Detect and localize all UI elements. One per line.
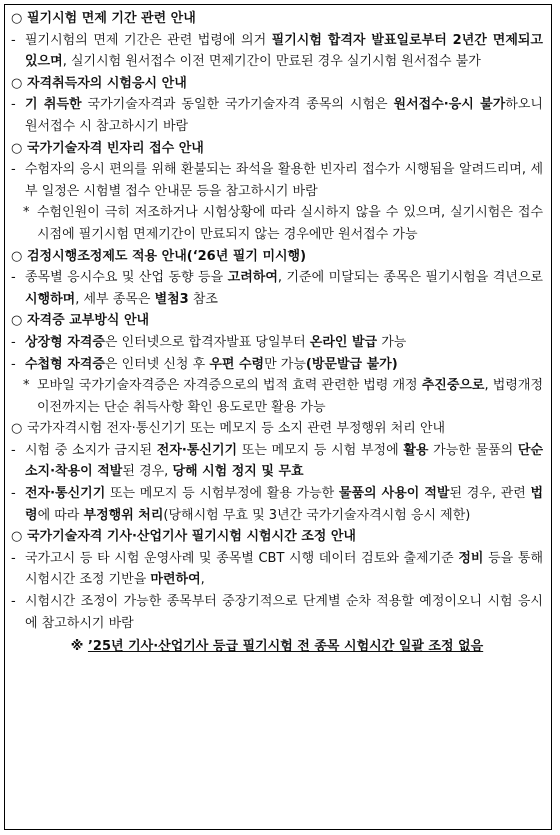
section-note: * 모바일 국가기술자격증은 자격증으로의 법적 효력 관련한 법령 개정 추진중으로, 법령개정 이전까지는 단순 취득사항 확인 용도로만 활용 가능 xyxy=(11,375,543,418)
notice-section xyxy=(11,526,543,634)
section-item: - 전자·통신기기 또는 메모지 등 시험부정에 활용 가능한 물품의 사용이 적발된 경우, 관련 법령에 따라 부정행위 처리(당해시험 무효 및 3년간 국가기술자격시험 응시 제한) xyxy=(11,483,543,526)
notice-section xyxy=(11,138,543,246)
section-heading: ○ 검정시행조정제도 적용 안내(‘26년 필기 미시행) xyxy=(11,246,543,268)
section-item: - 필기시험의 면제 기간은 관련 법령에 의거 필기시험 합격자 발표일로부터 2년간 면제되고 있으며, 실기시험 원서접수 이전 면제기간이 만료된 경우 실기시험 원서접수 불가 xyxy=(11,30,543,73)
notice-sections xyxy=(11,8,543,634)
section-heading: ○ 국가기술자격 빈자리 접수 안내 xyxy=(11,138,543,160)
footnote xyxy=(11,636,543,658)
notice-section xyxy=(11,8,543,73)
section-heading: ○ 자격증 교부방식 안내 xyxy=(11,310,543,332)
section-item: - 수험자의 응시 편의를 위해 환불되는 좌석을 활용한 빈자리 접수가 시행됨을 알려드리며, 세부 일정은 시험별 접수 안내문 등을 참고하시기 바람 xyxy=(11,159,543,202)
section-item: - 국가고시 등 타 시험 운영사례 및 종목별 CBT 시행 데이터 검토와 출제기준 정비 등을 통해 시험시간 조정 기반을 마련하여, xyxy=(11,548,543,591)
section-heading: ○ 자격취득자의 시험응시 안내 xyxy=(11,73,543,95)
exam-notice-box xyxy=(4,4,552,830)
section-heading: ○ 필기시험 면제 기간 관련 안내 xyxy=(11,8,543,30)
section-item: - 상장형 자격증은 인터넷으로 합격자발표 당일부터 온라인 발급 가능 xyxy=(11,332,543,354)
section-heading: ○ 국가기술자격 기사·산업기사 필기시험 시험시간 조정 안내 xyxy=(11,526,543,548)
section-note: * 수험인원이 극히 저조하거나 시험상황에 따라 실시하지 않을 수 있으며, 실기시험은 접수 시점에 필기시험 면제기간이 만료되지 않는 경우에만 원서접수 가능 xyxy=(11,202,543,245)
notice-section xyxy=(11,73,543,138)
notice-section xyxy=(11,246,543,311)
footnote-mark: ※ xyxy=(70,639,84,655)
section-item: - 수첩형 자격증은 인터넷 신청 후 우편 수령만 가능(방문발급 불가) xyxy=(11,354,543,376)
section-item: - 기 취득한 국가기술자격과 동일한 국가기술자격 종목의 시험은 원서접수·응시 불가하오니 원서접수 시 참고하시기 바람 xyxy=(11,94,543,137)
notice-section xyxy=(11,418,543,526)
footnote-text: ’25년 기사·산업기사 등급 필기시험 전 종목 시험시간 일괄 조정 없음 xyxy=(87,639,484,655)
notice-section xyxy=(11,310,543,418)
section-item: - 시험 중 소지가 금지된 전자·통신기기 또는 메모지 등 시험 부정에 활용 가능한 물품의 단순 소지·착용이 적발된 경우, 당해 시험 정지 및 무효 xyxy=(11,440,543,483)
section-item: - 종목별 응시수요 및 산업 동향 등을 고려하여, 기준에 미달되는 종목은 필기시험을 격년으로 시행하며, 세부 종목은 별첨3 참조 xyxy=(11,267,543,310)
section-heading: ○ 국가자격시험 전자·통신기기 또는 메모지 등 소지 관련 부정행위 처리 안내 xyxy=(11,418,543,440)
section-item: - 시험시간 조정이 가능한 종목부터 중장기적으로 단계별 순차 적용할 예정이오니 시험 응시에 참고하시기 바람 xyxy=(11,591,543,634)
